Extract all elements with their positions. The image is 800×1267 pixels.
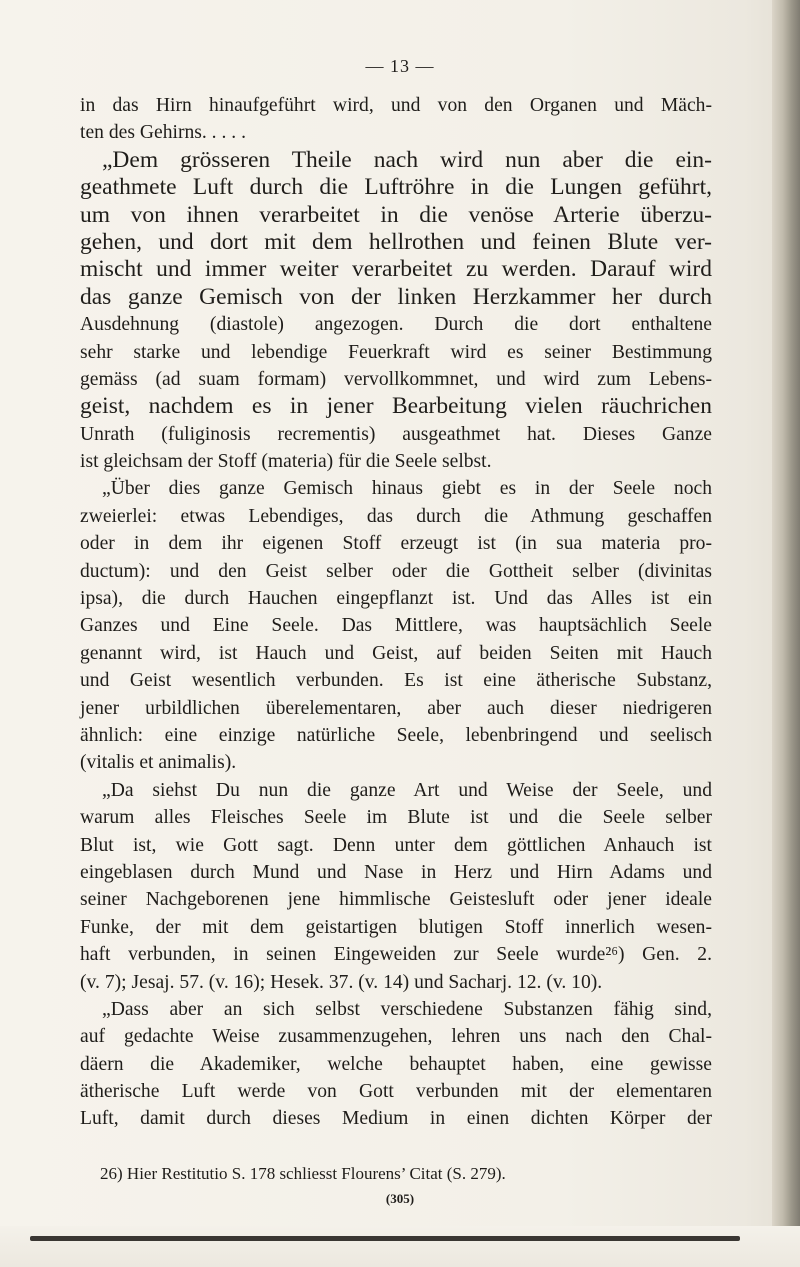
text-line: gehen, und dort mit dem hellrothen und feinen Blute ver- bbox=[80, 228, 712, 255]
bottom-border-line bbox=[30, 1236, 740, 1241]
text-line: gemäss (ad suam formam) vervollkommnet, und wird zum Lebens- bbox=[80, 368, 712, 390]
text-line: Funke, der mit dem geistartigen blutigen Stoff innerlich wesen- bbox=[80, 916, 712, 938]
text-line: Luft, damit durch dieses Medium in einen dichten Körper der bbox=[80, 1108, 712, 1130]
text-line: ätherische Luft werde von Gott verbunden mit der elementaren bbox=[80, 1081, 712, 1103]
text-line: das ganze Gemisch von der linken Herzkammer her durch bbox=[80, 283, 712, 310]
text-line: genannt wird, ist Hauch und Geist, auf beiden Seiten mit Hauch bbox=[80, 642, 712, 664]
text-line: warum alles Fleisches Seele im Blute ist und die Seele selber bbox=[80, 807, 712, 829]
text-line: Blut ist, wie Gott sagt. Denn unter dem göttlichen Anhauch ist bbox=[80, 834, 712, 856]
text-line: geist, nachdem es in jener Bearbeitung vielen räuchrichen bbox=[80, 393, 712, 420]
text-line: auf gedachte Weise zusammenzugehen, lehren uns nach den Chal- bbox=[80, 1026, 712, 1048]
text-line: däern die Akademiker, welche behauptet haben, eine gewisse bbox=[80, 1053, 712, 1075]
text-line: „Dass aber an sich selbst verschiedene Substanzen fähig sind, bbox=[102, 998, 712, 1020]
running-header: — 13 — bbox=[365, 56, 435, 76]
text-line: ähnlich: eine einzige natürliche Seele, lebenbringend und seelisch bbox=[80, 724, 712, 746]
text-line: Unrath (fuliginosis recrementis) ausgeathmet hat. Dieses Ganze bbox=[80, 423, 712, 445]
text-line: ten des Gehirns. . . . . bbox=[80, 122, 246, 144]
text-line: und Geist wesentlich verbunden. Es ist eine ätherische Substanz, bbox=[80, 670, 712, 692]
text-line: Ganzes und Eine Seele. Das Mittlere, was hauptsächlich Seele bbox=[80, 615, 712, 637]
text-line: geathmete Luft durch die Luftröhre in die Lungen geführt, bbox=[80, 174, 712, 201]
text-line: jener urbildlichen überelementaren, aber auch dieser niedrigeren bbox=[80, 697, 712, 719]
text-line: ist gleichsam der Stoff (materia) für die Seele selbst. bbox=[80, 451, 492, 473]
text-line: eingeblasen durch Mund und Nase in Herz und Hirn Adams und bbox=[80, 861, 712, 883]
text-line: (v. 7); Jesaj. 57. (v. 16); Hesek. 37. (v. 14) und Sacharj. 12. (v. 10). bbox=[80, 971, 603, 993]
text-line: „Über dies ganze Gemisch hinaus giebt es in der Seele noch bbox=[102, 478, 712, 500]
text-line: ipsa), die durch Hauchen eingepflanzt ist. Und das Alles ist ein bbox=[80, 588, 712, 610]
text-line: zweierlei: etwas Lebendiges, das durch die Athmung geschaffen bbox=[80, 505, 712, 527]
page-edge-shadow bbox=[772, 0, 800, 1267]
body-text bbox=[80, 92, 712, 1133]
bottom-margin bbox=[0, 1226, 800, 1267]
text-line: um von ihnen verarbeitet in die venöse Arterie überzu- bbox=[80, 201, 712, 228]
text-line: mischt und immer weiter verarbeitet zu werden. Darauf wird bbox=[80, 256, 712, 283]
text-line: „Dem grösseren Theile nach wird nun aber die ein- bbox=[102, 146, 712, 173]
text-line: oder in dem ihr eigenen Stoff erzeugt ist (in sua materia pro- bbox=[80, 533, 712, 555]
text-line: ductum): und den Geist selber oder die Gottheit selber (divinitas bbox=[80, 560, 712, 582]
text-line: in das Hirn hinaufgeführt wird, und von den Organen und Mäch- bbox=[80, 95, 712, 116]
text-line: haft verbunden, in seinen Eingeweiden zur Seele wurde²⁶) Gen. 2. bbox=[80, 944, 712, 966]
text-line: seiner Nachgeborenen jene himmlische Geistesluft oder jener ideale bbox=[80, 889, 712, 911]
page-number: (305) bbox=[385, 1191, 415, 1206]
text-line: Ausdehnung (diastole) angezogen. Durch die dort enthaltene bbox=[80, 314, 712, 336]
text-line: sehr starke und lebendige Feuerkraft wird es seiner Bestimmung bbox=[80, 341, 712, 363]
footnote: 26) Hier Restitutio S. 178 schliesst Flourens’ Citat (S. 279). bbox=[100, 1164, 506, 1183]
text-line: „Da siehst Du nun die ganze Art und Weise der Seele, und bbox=[102, 779, 712, 801]
text-line: (vitalis et animalis). bbox=[80, 752, 237, 774]
